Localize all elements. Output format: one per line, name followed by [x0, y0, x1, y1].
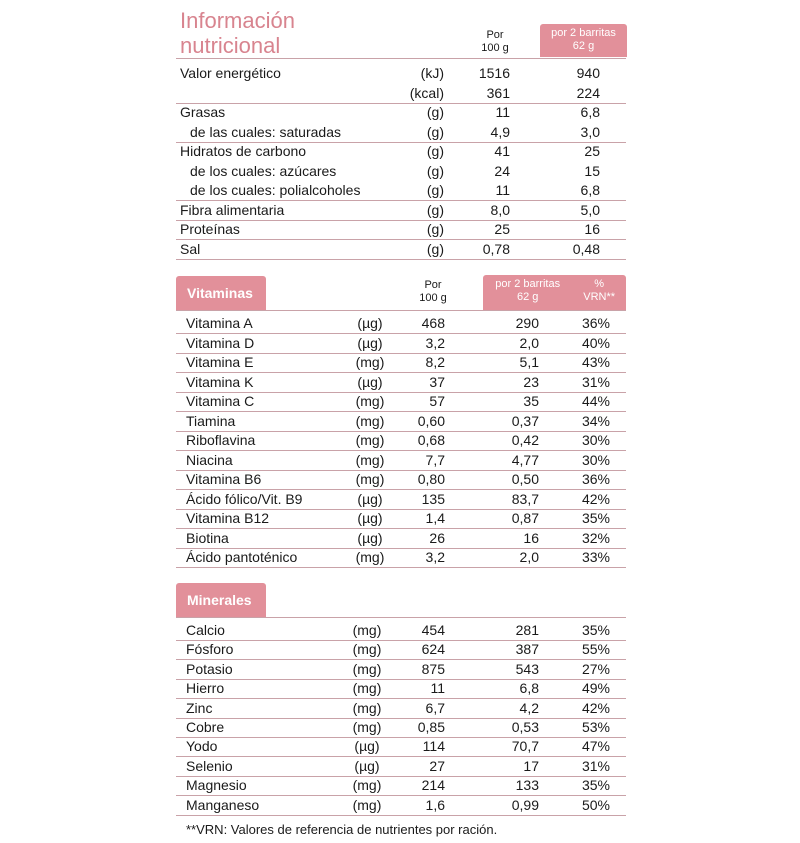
nutrient-serving: 15: [584, 163, 600, 179]
nutrient-name: Selenio: [186, 757, 233, 774]
nutrient-unit: (mg): [352, 777, 382, 794]
nutrient-serving: 0,42: [511, 432, 539, 448]
nutrient-unit: (mg): [352, 680, 382, 697]
nutrient-unit: (g): [426, 143, 444, 159]
nutrient-vrn: 27%: [581, 660, 610, 677]
nutrient-serving: 25: [584, 143, 600, 159]
nutrient-serving: 6,8: [519, 680, 539, 697]
vitamins-row: [0, 548, 800, 567]
nutrient-per100: 24: [494, 163, 510, 179]
nutrient-unit: (mg): [352, 719, 382, 735]
serving-unit: 62 g: [516, 291, 539, 303]
nutrition-row: [0, 181, 800, 200]
nutrition-row: [0, 84, 800, 103]
nutrient-name: de las cuales: saturadas: [190, 124, 341, 140]
nutrient-per100: 0,78: [482, 241, 510, 257]
nutrient-serving: 0,37: [511, 412, 539, 429]
nutrient-unit: (mg): [355, 354, 385, 370]
nutrient-unit: (µg): [357, 510, 383, 526]
nutrient-per100: 454: [421, 622, 445, 638]
nutrient-per100: 41: [494, 143, 510, 159]
nutrient-unit: (mg): [352, 641, 382, 658]
nutrient-serving: 16: [584, 221, 600, 237]
nutrient-per100: 1,6: [425, 796, 445, 813]
nutrient-vrn: 35%: [581, 622, 610, 638]
title-line-1: Información: [180, 8, 295, 33]
nutrient-per100: 11: [430, 680, 445, 697]
nutrient-unit: (kcal): [409, 85, 444, 101]
minerals-row: [0, 796, 800, 815]
nutrient-unit: (kJ): [420, 65, 444, 81]
vitamins-per100-header: [408, 279, 458, 305]
per100-label: Por: [486, 29, 504, 41]
nutrient-serving: 5,1: [519, 354, 539, 370]
vitamins-row: [0, 373, 800, 392]
nutrient-name: Cobre: [186, 719, 225, 735]
nutrient-vrn: 49%: [581, 680, 610, 697]
vitamins-row: [0, 392, 800, 411]
nutrient-serving: 387: [515, 641, 539, 658]
nutrient-vrn: 50%: [581, 796, 610, 813]
nutrient-vrn: 30%: [581, 432, 610, 448]
nutrient-name: Yodo: [186, 738, 218, 755]
nutrient-per100: 624: [421, 641, 445, 658]
minerals-row: [0, 737, 800, 756]
serving-unit: 62 g: [572, 40, 595, 52]
nutrient-serving: 133: [515, 777, 539, 794]
nutrient-name: Hierro: [186, 680, 225, 697]
nutrient-name: Tiamina: [186, 412, 236, 429]
nutrient-per100: 11: [495, 182, 510, 198]
nutrient-name: Vitamina D: [186, 334, 255, 351]
nutrient-name: Vitamina A: [186, 315, 253, 331]
nutrient-name: Fibra alimentaria: [180, 202, 285, 218]
vitamins-row: [0, 490, 800, 509]
nutrient-per100: 8,2: [425, 354, 445, 370]
nutrient-serving: 83,7: [511, 490, 539, 507]
nutrient-serving: 0,50: [511, 471, 539, 487]
vitamins-row: [0, 412, 800, 431]
nutrient-name: Magnesio: [186, 777, 247, 794]
vitamins-row: [0, 470, 800, 489]
nutrient-vrn: 44%: [581, 393, 610, 409]
nutrient-unit: (g): [426, 182, 444, 198]
nutrition-row: [0, 220, 800, 239]
nutrient-unit: (mg): [355, 451, 385, 468]
vitamins-row: [0, 353, 800, 372]
nutrient-name: Riboflavina: [186, 432, 256, 448]
row-rule: [176, 815, 626, 816]
nutrient-per100: 11: [495, 104, 510, 120]
nutrient-unit: (µg): [354, 757, 380, 774]
vitamins-row: [0, 509, 800, 528]
nutrient-unit: (g): [426, 163, 444, 179]
nutrient-per100: 25: [494, 221, 510, 237]
nutrient-vrn: 35%: [581, 510, 610, 526]
nutrient-serving: 2,0: [519, 334, 539, 351]
nutrition-row: [0, 162, 800, 181]
nutrient-vrn: 43%: [581, 354, 610, 370]
nutrient-unit: (mg): [355, 471, 385, 487]
vitamins-label: Vitaminas: [187, 285, 253, 301]
minerals-row: [0, 679, 800, 698]
nutrient-serving: 290: [515, 315, 539, 331]
nutrient-vrn: 55%: [581, 641, 610, 658]
minerals-row: [0, 621, 800, 640]
nutrient-vrn: 47%: [581, 738, 610, 755]
nutrient-serving: 4,77: [511, 451, 539, 468]
minerals-row: [0, 699, 800, 718]
vrn-label: %: [594, 278, 605, 290]
per100-unit: 100 g: [481, 42, 509, 54]
nutrient-name: Vitamina B6: [186, 471, 262, 487]
nutrient-vrn: 40%: [581, 334, 610, 351]
nutrient-serving: 0,99: [511, 796, 539, 813]
nutrition-row: [0, 240, 800, 259]
nutrient-unit: (mg): [355, 432, 385, 448]
nutrient-serving: 4,2: [519, 699, 539, 716]
nutrient-unit: (mg): [352, 699, 382, 716]
nutrient-per100: 0,68: [417, 432, 445, 448]
nutrient-per100: 6,7: [425, 699, 445, 716]
nutrient-serving: 16: [523, 529, 539, 546]
nutrient-per100: 4,9: [490, 124, 510, 140]
nutrient-name: Sal: [180, 241, 201, 257]
nutrient-per100: 27: [429, 757, 445, 774]
serving-label: por 2 barritas: [551, 27, 616, 39]
nutrient-per100: 135: [421, 490, 445, 507]
nutrient-vrn: 35%: [581, 777, 610, 794]
vitamins-serving-header: [483, 275, 626, 310]
nutrient-serving: 940: [576, 65, 600, 81]
nutrient-unit: (µg): [357, 490, 383, 507]
nutrient-per100: 1516: [478, 65, 510, 81]
nutrition-per100-header: [470, 29, 520, 55]
nutrient-name: Vitamina B12: [186, 510, 270, 526]
nutrient-serving: 2,0: [519, 549, 539, 565]
row-rule: [176, 259, 626, 260]
nutrient-serving: 35: [523, 393, 539, 409]
nutrient-name: Manganeso: [186, 796, 260, 813]
vitamins-row: [0, 314, 800, 333]
nutrient-serving: 0,48: [572, 241, 600, 257]
nutrient-name: Ácido fólico/Vit. B9: [186, 490, 303, 507]
nutrient-name: Fósforo: [186, 641, 234, 658]
nutrient-name: Vitamina C: [186, 393, 255, 409]
nutrient-vrn: 33%: [581, 549, 610, 565]
nutrient-unit: (µg): [357, 334, 383, 351]
nutrient-serving: 6,8: [580, 104, 600, 120]
nutrient-name: Biotina: [186, 529, 229, 546]
nutrient-vrn: 53%: [581, 719, 610, 735]
nutrient-unit: (mg): [355, 549, 385, 565]
minerals-section-tab: [176, 583, 266, 617]
vitamins-section-tab: [176, 276, 266, 310]
nutrient-unit: (g): [426, 241, 444, 257]
nutrient-unit: (mg): [352, 622, 382, 638]
nutrient-per100: 57: [429, 393, 445, 409]
minerals-row: [0, 757, 800, 776]
nutrient-unit: (g): [426, 202, 444, 218]
nutrient-serving: 5,0: [580, 202, 600, 218]
nutrition-row: [0, 201, 800, 220]
nutrient-per100: 114: [422, 738, 445, 755]
nutrient-unit: (g): [426, 124, 444, 140]
per100-unit: 100 g: [419, 292, 447, 304]
vitamins-row: [0, 529, 800, 548]
nutrient-name: de los cuales: polialcoholes: [190, 182, 361, 198]
nutrient-vrn: 34%: [581, 412, 610, 429]
nutrition-row: [0, 64, 800, 83]
vitamins-row: [0, 451, 800, 470]
nutrient-serving: 281: [515, 622, 539, 638]
nutrient-vrn: 36%: [581, 471, 610, 487]
vitamins-header-rule: [176, 310, 626, 311]
nutrition-header-rule: [176, 58, 626, 59]
nutrient-serving: 17: [523, 757, 539, 774]
nutrient-per100: 0,60: [417, 412, 445, 429]
nutrition-row: [0, 123, 800, 142]
nutrition-serving-header: [540, 24, 627, 57]
footnote: **VRN: Valores de referencia de nutrientes por ración.: [186, 822, 498, 837]
title-line-2: nutricional: [180, 33, 281, 58]
vitamins-row: [0, 431, 800, 450]
page-title: [180, 8, 295, 58]
nutrient-name: Calcio: [186, 622, 225, 638]
nutrient-unit: (µg): [357, 529, 383, 546]
nutrient-unit: (g): [426, 221, 444, 237]
minerals-row: [0, 718, 800, 737]
nutrient-per100: 8,0: [490, 202, 510, 218]
minerals-row: [0, 660, 800, 679]
nutrition-row: [0, 103, 800, 122]
vitamins-row: [0, 334, 800, 353]
nutrient-name: de los cuales: azúcares: [190, 163, 337, 179]
nutrient-serving: 543: [515, 660, 539, 677]
serving-header-cell: [483, 278, 572, 304]
nutrient-unit: (µg): [354, 738, 380, 755]
nutrient-per100: 468: [421, 315, 445, 331]
nutrient-vrn: 42%: [581, 490, 610, 507]
nutrient-per100: 26: [429, 529, 445, 546]
nutrient-name: Vitamina K: [186, 373, 254, 390]
nutrient-vrn: 36%: [581, 315, 610, 331]
minerals-row: [0, 640, 800, 659]
nutrient-name: Niacina: [186, 451, 233, 468]
nutrient-per100: 1,4: [425, 510, 445, 526]
nutrient-per100: 214: [421, 777, 445, 794]
nutrient-unit: (mg): [352, 660, 382, 677]
nutrient-vrn: 31%: [581, 757, 610, 774]
minerals-row: [0, 776, 800, 795]
nutrient-serving: 224: [576, 85, 600, 101]
nutrient-name: Hidratos de carbono: [180, 143, 307, 159]
nutrient-unit: (mg): [355, 393, 385, 409]
nutrient-unit: (mg): [352, 796, 382, 813]
nutrient-vrn: 30%: [581, 451, 610, 468]
per100-label: Por: [424, 279, 442, 291]
nutrient-name: Vitamina E: [186, 354, 254, 370]
nutrient-vrn: 32%: [581, 529, 610, 546]
nutrient-serving: 0,87: [511, 510, 539, 526]
nutrient-unit: (µg): [357, 373, 383, 390]
vrn-header-cell: [572, 278, 626, 304]
nutrient-unit: (mg): [355, 412, 385, 429]
nutrient-serving: 6,8: [580, 182, 600, 198]
serving-label: por 2 barritas: [495, 278, 561, 290]
nutrient-vrn: 42%: [581, 699, 610, 716]
nutrient-name: Zinc: [186, 699, 213, 716]
nutrient-per100: 875: [421, 660, 445, 677]
nutrient-per100: 3,2: [425, 549, 445, 565]
nutrient-name: Ácido pantoténico: [186, 549, 298, 565]
nutrient-per100: 3,2: [425, 334, 445, 351]
nutrient-serving: 23: [523, 373, 539, 390]
nutrient-vrn: 31%: [581, 373, 610, 390]
nutrient-per100: 37: [429, 373, 445, 390]
row-rule: [176, 567, 626, 568]
nutrient-name: Proteínas: [180, 221, 240, 237]
nutrient-per100: 7,7: [425, 451, 445, 468]
nutrient-serving: 70,7: [511, 738, 539, 755]
minerals-header-rule: [176, 617, 626, 618]
nutrient-name: Potasio: [186, 660, 233, 677]
minerals-label: Minerales: [187, 592, 252, 608]
nutrient-unit: (µg): [357, 315, 383, 331]
nutrient-unit: (g): [426, 104, 444, 120]
nutrient-per100: 0,85: [417, 719, 445, 735]
nutrition-row: [0, 142, 800, 161]
nutrient-serving: 0,53: [511, 719, 539, 735]
vrn-unit: VRN**: [583, 291, 616, 303]
nutrient-per100: 0,80: [417, 471, 445, 487]
nutrient-name: Grasas: [180, 104, 226, 120]
nutrient-serving: 3,0: [580, 124, 600, 140]
nutrient-name: Valor energético: [180, 65, 281, 81]
nutrient-per100: 361: [486, 85, 510, 101]
